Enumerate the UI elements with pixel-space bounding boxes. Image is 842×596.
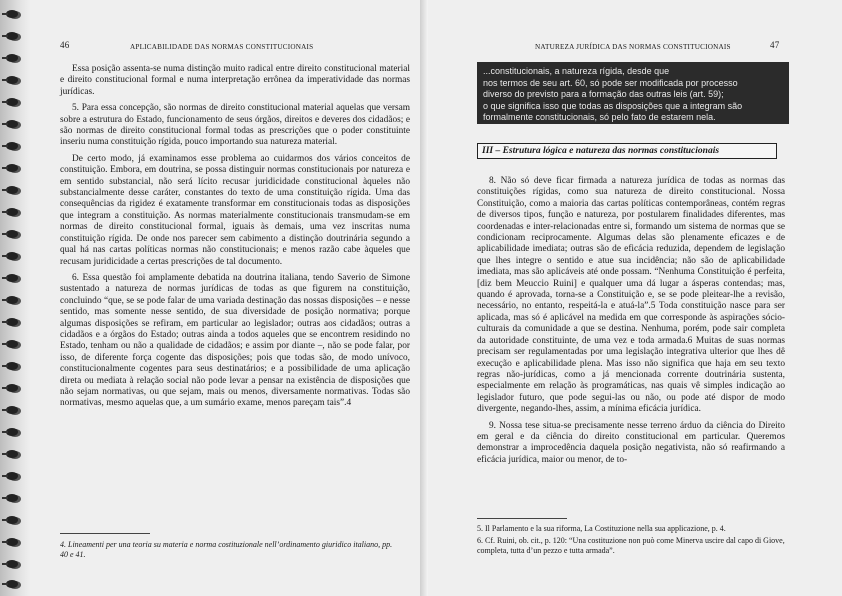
highlighted-line: nos termos de seu art. 60, só pode ser modificada por processo: [483, 77, 738, 88]
highlighted-line: ...constitucionais, a natureza rígida, desde que: [483, 66, 670, 76]
binder-clip-icon: [2, 228, 24, 240]
highlighted-text-block: [477, 62, 789, 124]
binder-clip-icon: [2, 118, 24, 130]
binder-clip-icon: [2, 470, 24, 482]
binder-clip-icon: [2, 30, 24, 42]
footnote: 6. Cf. Ruini, ob. cit., p. 120: “Una costituzione non può come Minerva uscire dal capo di Giove, completa, tutta d’un pezzo e tutta armada”.: [477, 536, 785, 555]
footnote: 4. Lineamenti per una teoria su materia e norma costituzionale nell’ordinamento giuridico italiano, pp. 40 e 41.: [60, 540, 393, 559]
highlighted-line: formalmente constitucionais, só pelo fato de estarem nela.: [483, 112, 716, 123]
paragraph: 6. Essa questão foi amplamente debatida na doutrina italiana, tendo Saverio de Simone sustentado a natureza de normas jurídicas de todas as que figurem na constituição, concluindo “que, se se pode falar de uma variada destinação das nossas disposições – e nesse sentido, mas somente nesse sentido, de sua diversidade de posição normativa; porque algumas disposições se refiram, em particular ao legislador; outras aos cidadãos; outras a cidadãos e a órgãos do Estado; outras ainda a todos aqueles que se encontrem residindo no Estado, tenham ou não a qualidade de cidadãos; e assim por diante –, não se pode falar, por isso, de diferente força cogente das disposições; pois que todas são, de modo unívoco, constitucionalmente cogentes para seus destinatários; e a possibilidade de uma aplicação direta ou mediata à relação social não pode levar a pensar na existência de disposições que não sejam normativas, ou que sejam, mais ou menos, diversamente normativas. Todas são normativas, mesmo aquelas que, a um sumário exame, menos pareçam tais”.4: [60, 272, 410, 409]
paragraph: 9. Nossa tese situa-se precisamente nesse terreno árduo da ciência do Direito em geral e da ciência do direito constitucional em particular. Queremos demonstrar a improcedência daquela posição negativista, não só reafirmando a eficácia jurídica, maior ou menor, de to-: [477, 420, 785, 465]
binder-clip-icon: [2, 338, 24, 350]
binder-clip-icon: [2, 140, 24, 152]
right-page-number: 47: [770, 40, 780, 50]
binder-clip-icon: [2, 52, 24, 64]
binder-clip-icon: [2, 492, 24, 504]
binder-clip-icon: [2, 250, 24, 262]
binder-clip-icon: [2, 360, 24, 372]
binder-clip-icon: [2, 74, 24, 86]
binder-clip-icon: [2, 382, 24, 394]
binder-clip-icon: [2, 536, 24, 548]
paragraph: Essa posição assenta-se numa distinção muito radical entre direito constitucional material e direito constitucional formal e numa interpretação errônea da imperatividade das normas jurídicas.: [60, 64, 410, 97]
binder-clip-icon: [2, 8, 24, 20]
binder-clip-icon: [2, 578, 24, 590]
footnote: 5. Il Parlamento e la sua riforma, La Costituzione nella sua applicazione, p. 4.: [477, 524, 726, 533]
binder-clip-icon: [2, 272, 24, 284]
footnote-rule: [477, 518, 567, 519]
binder-clip-icon: [2, 448, 24, 460]
binder-clip-icon: [2, 404, 24, 416]
left-page: [60, 0, 410, 596]
binder-clip-icon: [2, 558, 24, 570]
binder-clip-icon: [2, 426, 24, 438]
page-gutter: [420, 0, 428, 596]
binder-clip-icon: [2, 316, 24, 328]
binder-clip-icon: [2, 162, 24, 174]
highlighted-line: diverso do previsto para a formação das outras leis (art. 59);: [483, 89, 724, 100]
binder-clip-icon: [2, 514, 24, 526]
right-body-text: [477, 176, 785, 471]
binder-clip-icon: [2, 184, 24, 196]
binder-clip-icon: [2, 294, 24, 306]
paragraph: 5. Para essa concepção, são normas de direito constitucional material aquelas que versam sobre a estrutura do Estado, funcionamento de seus órgãos, direitos e deveres dos cidadãos; e são normas de direito constitucional formal todas as prescrições que o poder constituinte inseriu numa constituição rígida, pouco importando sua natureza material.: [60, 103, 410, 148]
binder-clip-icon: [2, 206, 24, 218]
paragraph: 8. Não só deve ficar firmada a natureza jurídica de todas as normas das constituições rígidas, como sua natureza de direito constitucional. Nossa Constituição, como a maioria das cartas políticas contemporâneas, contém regras de diversos tipos, função e natureza, por postularem finalidades diferentes, mas coordenadas e inter-relacionadas entre si, formando um sistema de normas que se condicionam reciprocamente. Algumas delas são plenamente eficazes e de aplicabilidade imediata; outras são de eficácia reduzida, dependem de legislação que lhes integre o sentido e atue sua incidência; não são de aplicabilidade imediata, mas são aplicáveis até onde possam. “Nenhuma Constituição é perfeita, [diz bem Meuccio Ruini] e qualquer uma dá lugar a ásperas contendas; mas, quando é aprovada, torna-se a Constituição e, se se pode pleitear-lhe a revisão, necessário, no entanto, respeitá-la e atuá-la”.5 Toda constituição nasce para ser aplicada, mas só é aplicável na medida em que corresponde às aspirações sócio-culturais da comunidade a que se destina. Nenhuma, porém, pode sair completa da autoridade constituinte, de uma vez e toda armada.6 Muitas de suas normas precisam ser regulamentadas por uma legislação integrativa ulterior que lhes dê execução e aplicabilidade plena. Mas isso não significa que haja em seu texto regras não-jurídicas, como a já mencionada corrente doutrinária sustenta, especialmente em relação às programáticas, nas quais vê simples indicação ao legislador futuro, que pode segui-las ou não, ou pode até dispor de modo divergente, negando-lhes, assim, a mínima eficácia jurídica.: [477, 176, 785, 415]
paragraph: De certo modo, já examinamos esse problema ao cuidarmos dos vários conceitos de constituição. Embora, em doutrina, se possa distinguir normas constitucionais por natureza e em sentido substancial, não será lícito recusar juridicidade constitucional àqueles não substancialmente desse caráter, constantes do texto de uma constituição rígida. Uma das consequências da rigidez é exatamente transformar em constitucionais todas as disposições que integram a constituição. As normas materialmente constitucionais transmudam-se em normas de direito constitucional formal, iguais às demais, uma vez inscritas numa constituição rígida. De onde nos parecer sem cabimento a distinção doutrinária segundo a qual há nas cartas políticas normas não constitucionais; e menos razão cabe àqueles que recusam juridicidade a certas prescrições de tal documento.: [60, 153, 410, 267]
binding-edge: [0, 0, 30, 596]
left-body-text: [60, 64, 410, 415]
binder-clip-icon: [2, 96, 24, 108]
highlighted-line: o que significa isso que todas as disposições que a integram são: [483, 100, 743, 111]
right-running-head: NATUREZA JURÍDICA DAS NORMAS CONSTITUCIONAIS: [535, 43, 731, 51]
section-title: III – Estrutura lógica e natureza das normas constitucionais: [477, 143, 777, 159]
left-page-number: 46: [60, 40, 70, 50]
footnote-rule: [60, 533, 150, 534]
left-running-head: APLICABILIDADE DAS NORMAS CONSTITUCIONAIS: [130, 43, 314, 51]
right-page: [445, 0, 785, 596]
